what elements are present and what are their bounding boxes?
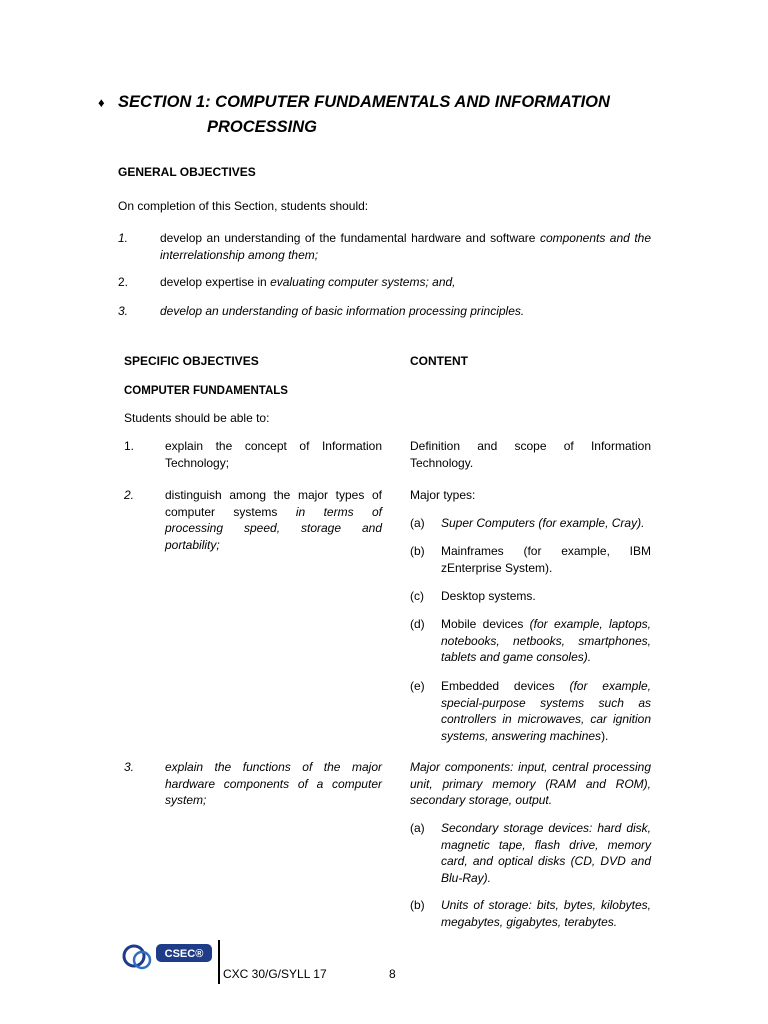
item-number: 2. <box>118 275 129 289</box>
cxc-csec-logo <box>120 938 216 974</box>
content-heading: CONTENT <box>410 354 468 368</box>
students-lead: Students should be able to: <box>124 411 270 425</box>
item-text: Mobile devices (for example, laptops, notebooks, netbooks, smartphones, tablets and game consoles). <box>441 617 651 664</box>
item-text: Super Computers (for example, Cray). <box>441 516 645 530</box>
item-text: Embedded devices (for example, special-purpose systems such as controllers in microwaves, car ignition systems, answering machines). <box>441 679 651 743</box>
item-number: 1. <box>118 231 129 245</box>
computer-fundamentals-subheading: COMPUTER FUNDAMENTALS <box>124 385 288 397</box>
footer-code: CXC 30/G/SYLL 17 <box>223 967 327 981</box>
item-text: Units of storage: bits, bytes, kilobytes, megabytes, gigabytes, terabytes. <box>441 898 651 929</box>
item-letter: (b) <box>410 898 425 912</box>
item-number: 3. <box>118 304 129 318</box>
item-letter: (c) <box>410 589 424 603</box>
item-text: develop an understanding of the fundamental hardware and software components and the interrelationship among them; <box>160 231 651 262</box>
content-definition: Definition and scope of Information Technology. <box>410 439 651 470</box>
section-title-line2: PROCESSING <box>207 118 318 136</box>
section-title-line1: SECTION 1: COMPUTER FUNDAMENTALS AND INFORMATION <box>118 93 610 111</box>
item-text: Secondary storage devices: hard disk, magnetic tape, flash drive, memory card, and optical disks (CD, DVD and Blu-Ray). <box>441 821 651 885</box>
item-letter: (a) <box>410 516 425 530</box>
item-text: Desktop systems. <box>441 589 536 603</box>
general-objectives-intro: On completion of this Section, students should: <box>118 199 369 213</box>
item-text: develop an understanding of basic information processing principles. <box>160 304 525 318</box>
item-letter: (a) <box>410 821 425 835</box>
footer-divider <box>218 940 220 984</box>
objective-number: 2. <box>124 488 135 502</box>
objective-text: explain the functions of the major hardware components of a computer system; <box>165 760 382 807</box>
objective-number: 1. <box>124 439 135 453</box>
item-letter: (e) <box>410 679 425 693</box>
page-number: 8 <box>389 967 396 981</box>
objective-text: distinguish among the major types of computer systems in terms of processing speed, storage and portability; <box>165 488 382 552</box>
objective-number: 3. <box>124 760 135 774</box>
cxc-logo-icon <box>120 938 216 974</box>
objective-text: explain the concept of Information Technology; <box>165 439 382 470</box>
specific-objectives-heading: SPECIFIC OBJECTIVES <box>124 354 259 368</box>
item-letter: (d) <box>410 617 425 631</box>
general-objectives-heading: GENERAL OBJECTIVES <box>118 165 256 179</box>
csec-logo-text: CSEC® <box>164 948 204 960</box>
content-major-components: Major components: input, central processing unit, primary memory (RAM and ROM), secondary storage, output. <box>410 760 651 807</box>
content-major-types-lead: Major types: <box>410 488 476 502</box>
item-letter: (b) <box>410 544 425 558</box>
diamond-bullet-icon: ♦ <box>98 95 105 110</box>
item-text: develop expertise in evaluating computer systems; and, <box>160 275 456 289</box>
item-text: Mainframes (for example, IBM zEnterprise System). <box>441 544 651 575</box>
